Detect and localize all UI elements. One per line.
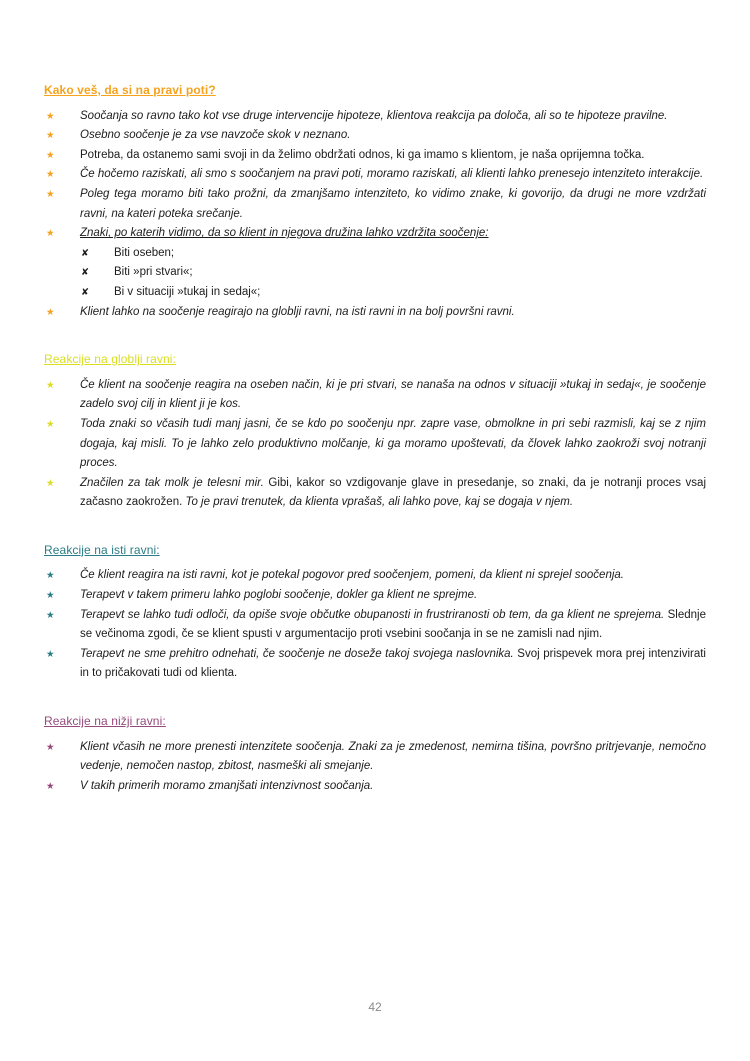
text-run: Gibi, kakor so vzdigovanje glave in presedanje, so znaki, da je notranji proces vsaj začasno zaokrožen. [80,476,706,509]
star-bullet-icon: ★ [46,110,55,122]
bullet-text [80,415,706,474]
bullet-text [80,303,706,323]
bullet-item [44,606,706,645]
star-bullet-icon: ★ [46,169,55,181]
text-run: Poleg tega moramo biti tako prožni, da zmanjšamo intenziteto, ko vidimo znake, ki govorijo, da drugi ne more vzdržati ravni, na kateri poteka srečanje. [80,187,706,220]
bullet-item [44,777,706,797]
section-reakcije-na-nizji-ravni [44,712,706,796]
bullet-item [44,303,706,323]
text-run: Znaki, po katerih vidimo, da so klient in njegova družina lahko vzdržita soočenje: [80,227,489,240]
bullet-item [44,107,706,127]
star-bullet-icon: ★ [46,306,55,318]
bullet-text [80,224,706,244]
section-reakcije-na-globlji-ravni [44,350,706,513]
bullet-item [44,738,706,777]
text-run: V takih primerih moramo zmanjšati intenzivnost soočanja. [80,779,374,792]
star-bullet-icon: ★ [46,570,55,582]
bullet-text [80,606,706,645]
bullet-item [44,224,706,244]
text-run: Terapevt se lahko tudi odloči, da opiše svoje občutke obupanosti in frustriranosti ob tem, da ga klient ne sprejema. [80,608,668,621]
bullet-text [80,777,706,797]
text-run: Toda znaki so včasih tudi manj jasni, če se kdo po soočenju npr. zapre vase, obmolkne in pri sebi razmisli, kaj se z njim dogaja, kaj misli. To je lahko zelo produktivno molčanje, ki ga moramo upoštevati, da človek lahko zaokroži svoj notranji proces. [80,417,706,470]
bullet-text [80,165,706,185]
bullet-item [44,376,706,415]
star-bullet-icon: ★ [46,609,55,621]
bullet-item [44,165,706,185]
text-run: Osebno soočenje je za vse navzoče skok v neznano. [80,129,351,142]
star-bullet-icon: ★ [46,228,55,240]
star-bullet-icon: ★ [46,418,55,430]
sub-bullet-item [81,244,706,264]
star-bullet-icon: ★ [46,741,55,753]
bullet-item [44,566,706,586]
bullet-text [80,185,706,224]
star-bullet-icon: ★ [46,780,55,792]
cross-bullet-icon: ✘ [81,267,89,279]
section-heading: Reakcije na globlji ravni: [44,352,176,367]
section-heading: Kako veš, da si na pravi poti? [44,83,216,97]
bullet-text [80,474,706,513]
text-run: To je pravi trenutek, da klienta vprašaš, ali lahko pove, kaj se dogaja v njem. [185,496,574,509]
bullet-item [44,645,706,684]
section-kako-ves-da-si-na-pravi-poti [44,81,706,322]
star-bullet-icon: ★ [46,188,55,200]
document-content [44,81,706,796]
bullet-item [44,126,706,146]
sub-bullet-item [81,283,706,303]
section-heading: Reakcije na isti ravni: [44,542,160,557]
text-run: Terapevt v takem primeru lahko poglobi soočenje, dokler ga klient ne sprejme. [80,589,478,602]
text-run: Slednje se večinoma zgodi, če se klient spusti v argumentacijo proti vsebini soočanja in se ne zamisli nad njim. [80,608,706,641]
text-run: Svoj prispevek mora prej intenzivirati in to pričakovati tudi od klienta. [80,647,706,680]
sub-bullet-item [81,263,706,283]
text-run: Klient včasih ne more prenesti intenzitete soočenja. Znaki za je zmedenost, nemirna tišina, površno pritrjevanje, nemočno vedenje, nemočen nastop, zbitost, nasmeški ali smejanje. [80,740,706,773]
bullet-item [44,474,706,513]
text-run: Klient lahko na soočenje reagirajo na globlji ravni, na isti ravni in na bolj površni ravni. [80,305,515,318]
star-bullet-icon: ★ [46,590,55,602]
page-number: 42 [368,1000,382,1014]
star-bullet-icon: ★ [46,130,55,142]
cross-bullet-icon: ✘ [81,286,89,298]
sub-bullet-text: Biti oseben; [114,246,175,259]
bullet-item [44,146,706,166]
star-bullet-icon: ★ [46,477,55,489]
bullet-text [80,107,706,127]
bullet-item [44,415,706,474]
section-reakcije-na-isti-ravni [44,541,706,684]
section-heading: Reakcije na nižji ravni: [44,714,166,729]
bullet-text [80,126,706,146]
bullet-text [80,146,706,166]
bullet-text [80,645,706,684]
text-run: Potreba, da ostanemo sami svoji in da želimo obdržati odnos, ki ga imamo s klientom, je naša oprijemna točka. [80,148,645,161]
bullet-text [80,586,706,606]
bullet-text [80,566,706,586]
text-run: Značilen za tak molk je telesni mir. [80,476,269,489]
text-run: Če hočemo raziskati, ali smo s soočanjem na pravi poti, moramo raziskati, ali klienti lahko prenesejo intenziteto interakcije. [80,168,704,181]
text-run: Terapevt ne sme prehitro odnehati, če soočenje ne doseže takoj svojega naslovnika. [80,647,518,660]
star-bullet-icon: ★ [46,648,55,660]
star-bullet-icon: ★ [46,149,55,161]
sub-bullet-text: Bi v situaciji »tukaj in sedaj«; [114,285,261,298]
bullet-item [44,185,706,224]
text-run: Soočanja so ravno tako kot vse druge intervencije hipoteze, klientova reakcija pa določa, ali so te hipoteze pravilne. [80,109,668,122]
bullet-text [80,738,706,777]
bullet-item [44,586,706,606]
text-run: Če klient reagira na isti ravni, kot je potekal pogovor pred soočenjem, pomeni, da klient ni sprejel soočenja. [80,569,624,582]
sub-bullet-text: Biti »pri stvari«; [114,266,193,279]
cross-bullet-icon: ✘ [81,247,89,259]
text-run: Če klient na soočenje reagira na oseben način, ki je pri stvari, se nanaša na odnos v situaciji »tukaj in sedaj«, je soočenje zadelo svoj cilj in klient ji je kos. [80,378,706,411]
star-bullet-icon: ★ [46,379,55,391]
bullet-text [80,376,706,415]
